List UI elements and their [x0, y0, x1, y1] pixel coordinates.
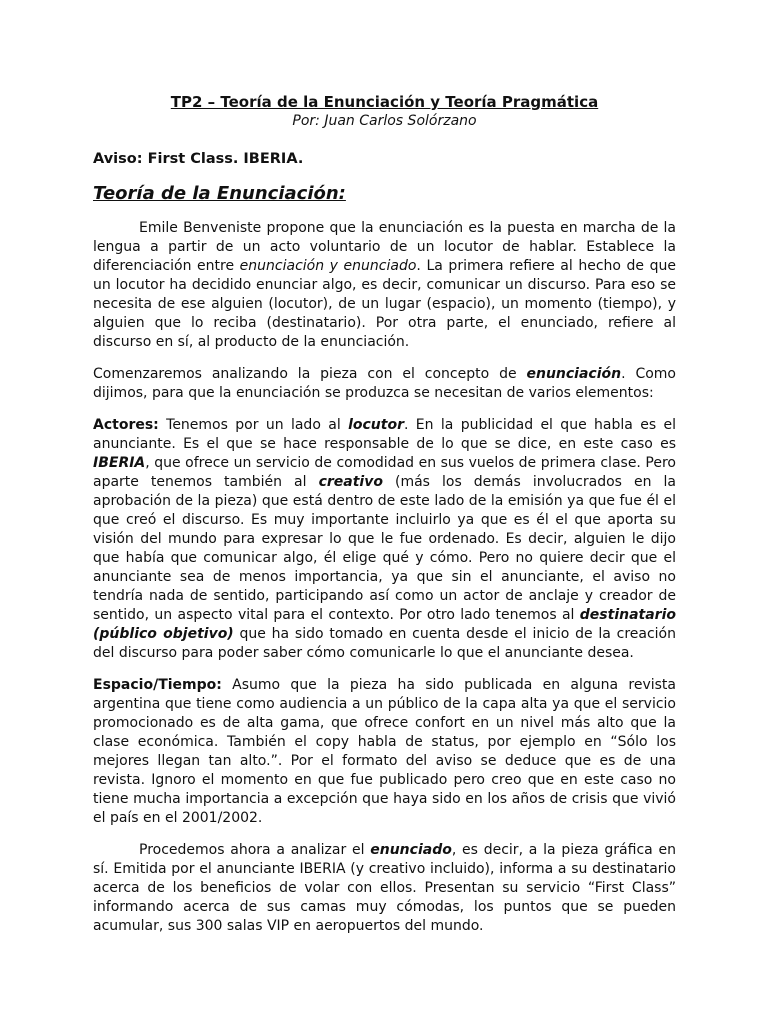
paragraph-enunciado: [93, 841, 676, 936]
paragraph-actores: [93, 416, 676, 663]
text-run: que ha sido tomado en cuenta desde el inicio de la creación del discurso para poder saber cómo comunicarle lo que el anunciante desea.: [93, 626, 676, 661]
emphasis-text: enunciado: [370, 842, 452, 858]
text-run: , es decir, a la pieza gráfica en sí. Emitida por el anunciante IBERIA (y creativo incluido), informa a su destinatario acerca de los beneficios de volar con ellos. Presentan su servicio “First Class” informando acerca de sus camas muy cómodas, los puntos que se pueden acumular, sus 300 salas VIP en aeropuertos del mundo.: [93, 842, 676, 934]
text-run: Tenemos por un lado al: [158, 417, 349, 433]
emphasis-text: destinatario (público objetivo): [93, 607, 676, 642]
ad-notice: Aviso: First Class. IBERIA.: [93, 151, 304, 167]
text-run: . En la publicidad el que habla es el anunciante. Es el que se hace responsable de lo que se dice, en este caso es: [93, 417, 676, 452]
text-run: (más los demás involucrados en la aprobación de la pieza) que está dentro de este lado de la emisión ya que fue él el que creó el discurso. Es muy importante incluirlo ya que es él el que aporta su visión del mundo para expresar lo que le fue ordenado. Es decir, alguien le dijo que había que comunicar algo, él elige qué y cómo. Pero no quiere decir que el anunciante sea de menos importancia, ya que sin el anunciante, el aviso no tendría nada de sentido, participando así como un actor de anclaje y creador de sentido, un aspecto vital para el contexto. Por otro lado tenemos al: [93, 474, 676, 623]
paragraph-espacio-tiempo: [93, 676, 676, 828]
paragraph-enunciacion-intro: [93, 365, 676, 403]
emphasis-text: locutor: [348, 417, 404, 433]
text-run: Comenzaremos analizando la pieza con el concepto de: [93, 366, 527, 382]
emphasis-text: IBERIA: [93, 455, 146, 471]
emphasis-text: enunciación y enunciado: [239, 258, 417, 274]
section-heading: Teoría de la Enunciación:: [93, 183, 346, 204]
text-run: Procedemos ahora a analizar el: [139, 842, 371, 858]
paragraph-label: Espacio/Tiempo:: [93, 677, 222, 693]
text-run: . La primera refiere al hecho de que un locutor ha decidido enunciar algo, es decir, comunicar un discurso. Para eso se necesita de ese alguien (locutor), de un lugar (espacio), un momento (tiempo), y alguien que lo reciba (destinatario). Por otra parte, el enunciado, refiere al discurso en sí, al producto de la enunciación.: [93, 258, 677, 350]
emphasis-text: enunciación: [526, 366, 622, 382]
document-author: Por: Juan Carlos Solórzano: [292, 113, 477, 129]
text-run: , que ofrece un servicio de comodidad en sus vuelos de primera clase. Pero aparte tenemos también al: [93, 455, 676, 490]
paragraph-benveniste: [93, 219, 676, 352]
text-run: . Como dijimos, para que la enunciación se produzca se necesitan de varios elementos:: [93, 366, 676, 401]
document-title: TP2 – Teoría de la Enunciación y Teoría Pragmática: [170, 93, 599, 111]
text-run: Emile Benveniste propone que la enunciación es la puesta en marcha de la lengua a partir de un acto voluntario de un locutor de hablar. Establece la diferenciación entre: [93, 220, 676, 274]
emphasis-text: creativo: [318, 474, 383, 490]
paragraph-label: Actores:: [93, 417, 159, 433]
text-run: Asumo que la pieza ha sido publicada en alguna revista argentina que tiene como audiencia a un público de la capa alta ya que el servicio promocionado es de alta gama, que ofrece confort en un nivel más alto que la clase económica. También el copy habla de status, por ejemplo en “Sólo los mejores llegan tan alto.”. Por el formato del aviso se deduce que es de una revista. Ignoro el momento en que fue publicado pero creo que en este caso no tiene mucha importancia a excepción que haya sido en los años de crisis que vivió el país en el 2001/2002.: [93, 677, 676, 826]
